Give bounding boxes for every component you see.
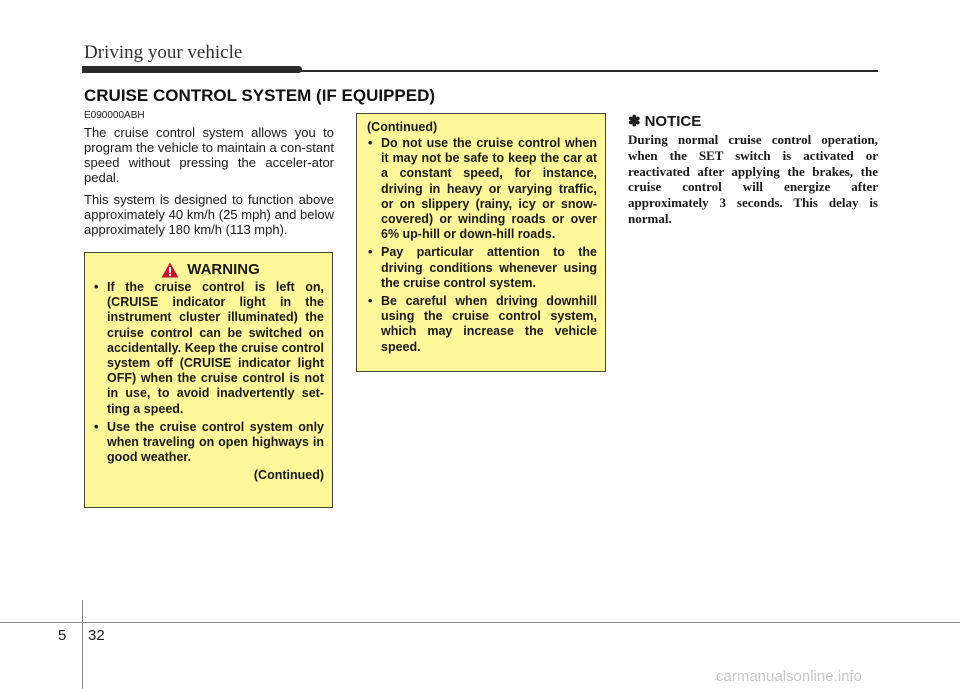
- list-item: [93, 280, 324, 417]
- notice-section: [628, 112, 878, 227]
- section-heading: CRUISE CONTROL SYSTEM (IF EQUIPPED): [84, 86, 436, 105]
- continued-label: (Continued): [367, 120, 438, 134]
- continued-item-1: Do not use the cruise control when it may not be safe to keep the car at a constant speed, for instance, driving in heavy or varying traffic, or on slippery (rainy, icy or snow-covered) or winding roads or over 6% up-hill or down-hill roads.: [381, 136, 597, 242]
- notice-header: [628, 112, 878, 130]
- list-item: [367, 294, 597, 355]
- header-rule-thin: [300, 70, 878, 72]
- footer-rule-horizontal: [0, 622, 960, 623]
- asterisk-icon: ✽: [628, 113, 641, 130]
- warning-item-1: If the cruise control is left on, (CRUISE indicator light in the instrument cluster illuminated) the cruise control can be switched on accidentally. Keep the cruise control system off (CRUISE indicator light OFF) when the cruise control is not in use, to avoid inadvertently set-ting a speed.: [107, 280, 324, 416]
- warning-title: WARNING: [187, 261, 260, 278]
- warning-continued: (Continued): [253, 468, 324, 483]
- header-title: Driving your vehicle: [84, 42, 243, 63]
- list-item: [367, 136, 597, 242]
- notice-body: During normal cruise control operation, when the SET switch is activated or reactivated after applying the brakes, the cruise control will energize after approximately 3 seconds. This delay is normal.: [628, 132, 878, 226]
- header-rule-thick: [82, 66, 302, 73]
- warning-list: [93, 280, 324, 465]
- warning-box: [84, 252, 333, 508]
- bullet: •: [368, 245, 373, 260]
- bullet: •: [368, 136, 373, 150]
- bullet: •: [368, 294, 373, 309]
- continued-item-3: Be careful when driving downhill using the cruise control system, which may increase the vehicle speed.: [381, 294, 597, 354]
- continued-box: [356, 113, 606, 372]
- page-chapter: 5: [58, 627, 67, 644]
- intro-paragraph-1: The cruise control system allows you to program the vehicle to maintain a con-stant speed without pressing the acceler-ator pedal.: [84, 125, 334, 185]
- warning-header: [93, 261, 324, 278]
- list-item: [93, 420, 324, 466]
- bullet: •: [94, 280, 99, 294]
- intro-column: [84, 110, 334, 244]
- watermark: carmanualsonline.info: [716, 668, 862, 685]
- continued-item-2: Pay particular attention to the driving conditions whenever using the cruise control system.: [381, 245, 597, 290]
- warning-item-2: Use the cruise control system only when traveling on open highways in good weather.: [107, 419, 324, 465]
- section-code: E090000ABH: [84, 110, 145, 121]
- intro-paragraph-2: This system is designed to function above approximately 40 km/h (25 mph) and below approximately 180 km/h (113 mph).: [84, 192, 334, 237]
- footer-rule-vertical: [82, 600, 83, 689]
- list-item: [367, 245, 597, 291]
- warning-triangle-icon: [161, 262, 179, 278]
- bullet: •: [94, 419, 99, 434]
- notice-title: NOTICE: [644, 112, 702, 130]
- continued-list: [367, 136, 597, 355]
- page-number: 32: [88, 627, 105, 644]
